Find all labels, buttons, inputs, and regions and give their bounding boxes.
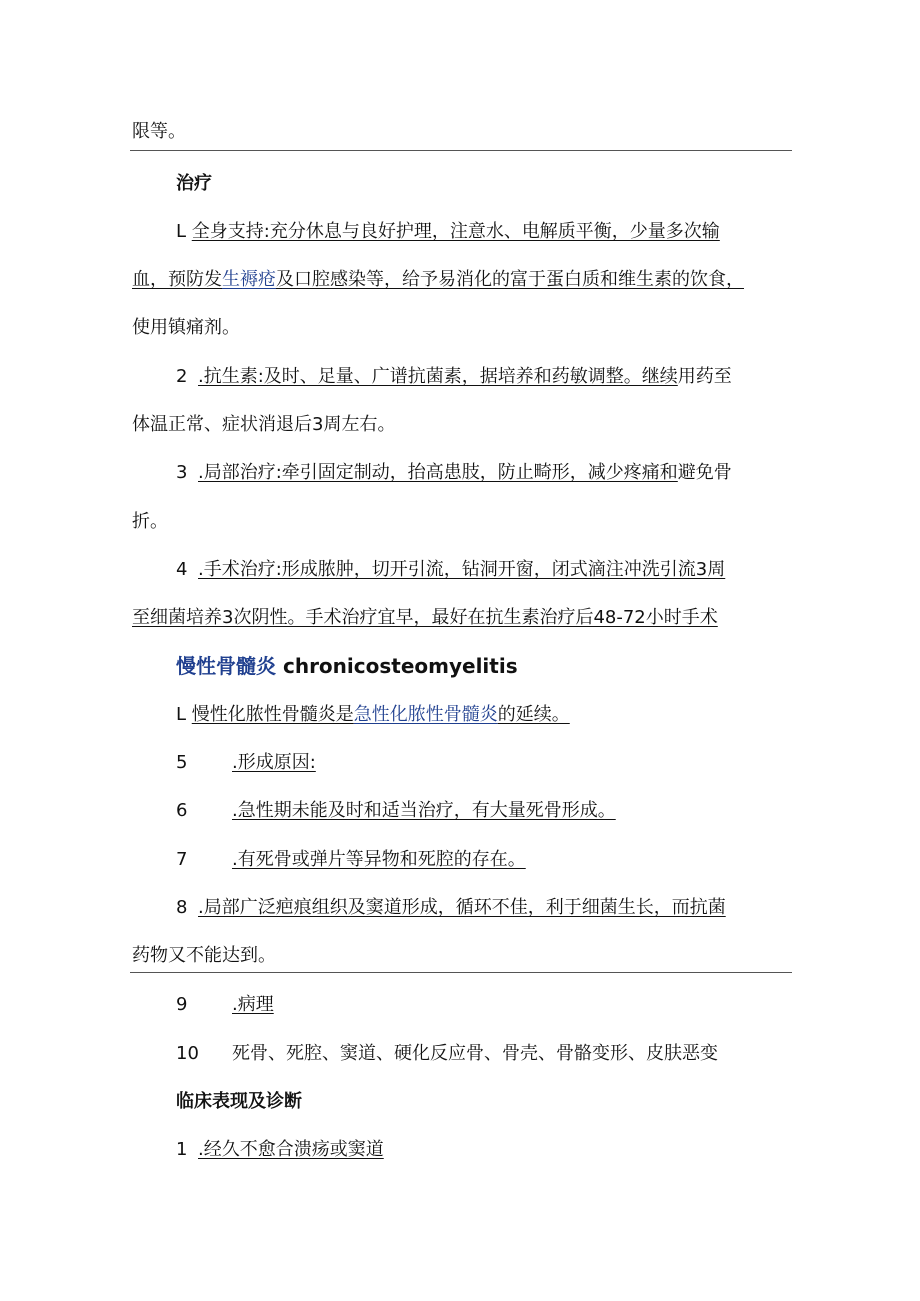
item-text: 及口腔感染等，给予易消化的富于蛋白质和维生素的饮食， bbox=[276, 269, 744, 290]
item-number: 2 bbox=[176, 366, 188, 387]
item-text: 血，预防发 bbox=[132, 269, 222, 290]
item-text: .局部广泛疤痕组织及窦道形成，循环不佳，利于细菌生长，而抗菌 bbox=[198, 897, 726, 918]
clinical-item-1 bbox=[176, 1138, 384, 1162]
heading-clinical-text: 临床表现及诊断 bbox=[176, 1091, 302, 1112]
heading-chronic-osteomyelitis bbox=[176, 654, 518, 678]
chronic-item-1 bbox=[176, 703, 570, 727]
treatment-item-1-line-2 bbox=[132, 268, 744, 292]
item-text: .抗生素:及时、足量、广谱抗菌素，据培养和药敏调整。继续 bbox=[198, 366, 678, 387]
term-link[interactable]: 急性化脓性骨髓炎 bbox=[353, 704, 498, 725]
chronic-item-7 bbox=[176, 848, 526, 872]
item-number: 3 bbox=[176, 462, 188, 483]
chronic-item-8 bbox=[176, 896, 726, 920]
item-number: 1 bbox=[176, 1139, 188, 1160]
item-text: 折。 bbox=[132, 511, 168, 532]
item-number: 4 bbox=[176, 559, 188, 580]
treatment-item-1-line-3 bbox=[132, 316, 240, 340]
item-number: 8 bbox=[176, 897, 188, 918]
item-text: 的延续。 bbox=[497, 704, 570, 725]
item-text: 用药至 bbox=[677, 366, 732, 387]
chronic-item-8-line-2 bbox=[132, 944, 276, 968]
item-text: 药物又不能达到。 bbox=[132, 945, 276, 966]
item-text: 体温正常、症状消退后3周左右。 bbox=[132, 414, 396, 435]
treatment-item-3 bbox=[176, 461, 732, 485]
chronic-item-5 bbox=[176, 751, 316, 775]
treatment-item-2 bbox=[176, 365, 732, 389]
item-text: 避免骨 bbox=[677, 462, 732, 483]
item-text: .经久不愈合溃疡或窦道 bbox=[198, 1139, 384, 1160]
heading-en: chronicosteomyelitis bbox=[282, 654, 518, 678]
item-number: 10 bbox=[176, 1043, 199, 1064]
treatment-item-2-line-2 bbox=[132, 413, 395, 437]
paragraph-tail-text: 限等。 bbox=[132, 121, 186, 142]
item-text: .局部治疗:牵引固定制动，抬高患肢，防止畸形，减少疼痛和 bbox=[198, 462, 678, 483]
item-text: 慢性化脓性骨髓炎是 bbox=[191, 704, 354, 725]
divider bbox=[130, 972, 792, 973]
item-text: .手术治疗:形成脓肿，切开引流，钻洞开窗，闭式滴注冲洗引流3周 bbox=[198, 559, 726, 580]
term-link[interactable]: 生褥疮 bbox=[222, 269, 276, 290]
chronic-item-9 bbox=[176, 993, 274, 1017]
item-number: 9 bbox=[176, 994, 188, 1015]
item-text: .急性期未能及时和适当治疗，有大量死骨形成。 bbox=[232, 800, 616, 821]
item-text: 至细菌培养3次阴性。手术治疗宜早，最好在抗生素治疗后48-72小时手术 bbox=[132, 607, 718, 628]
treatment-item-4 bbox=[176, 558, 725, 582]
treatment-item-1 bbox=[176, 220, 720, 244]
treatment-item-4-line-2 bbox=[132, 606, 718, 630]
divider bbox=[130, 150, 792, 151]
item-text: 全身支持:充分休息与良好护理，注意水、电解质平衡，少量多次输 bbox=[191, 221, 720, 242]
item-text: 使用镇痛剂。 bbox=[132, 317, 240, 338]
chronic-item-6 bbox=[176, 799, 616, 823]
item-prefix: L bbox=[176, 704, 192, 725]
heading-cn: 慢性骨髓炎 bbox=[176, 654, 276, 678]
item-text: .病理 bbox=[232, 994, 274, 1015]
paragraph-tail bbox=[132, 120, 186, 144]
heading-treatment bbox=[176, 172, 212, 196]
heading-treatment-text: 治疗 bbox=[176, 173, 212, 194]
item-number: 7 bbox=[176, 849, 188, 870]
item-text: .形成原因: bbox=[232, 752, 316, 773]
treatment-item-3-line-2 bbox=[132, 510, 168, 534]
item-text: .有死骨或弹片等异物和死腔的存在。 bbox=[232, 849, 526, 870]
item-number: 6 bbox=[176, 800, 188, 821]
heading-clinical bbox=[176, 1090, 302, 1114]
item-text: 死骨、死腔、窦道、硬化反应骨、骨壳、骨骼变形、皮肤恶变 bbox=[232, 1043, 718, 1064]
item-number: 5 bbox=[176, 752, 188, 773]
chronic-item-10 bbox=[176, 1042, 718, 1066]
item-prefix: L bbox=[176, 221, 192, 242]
